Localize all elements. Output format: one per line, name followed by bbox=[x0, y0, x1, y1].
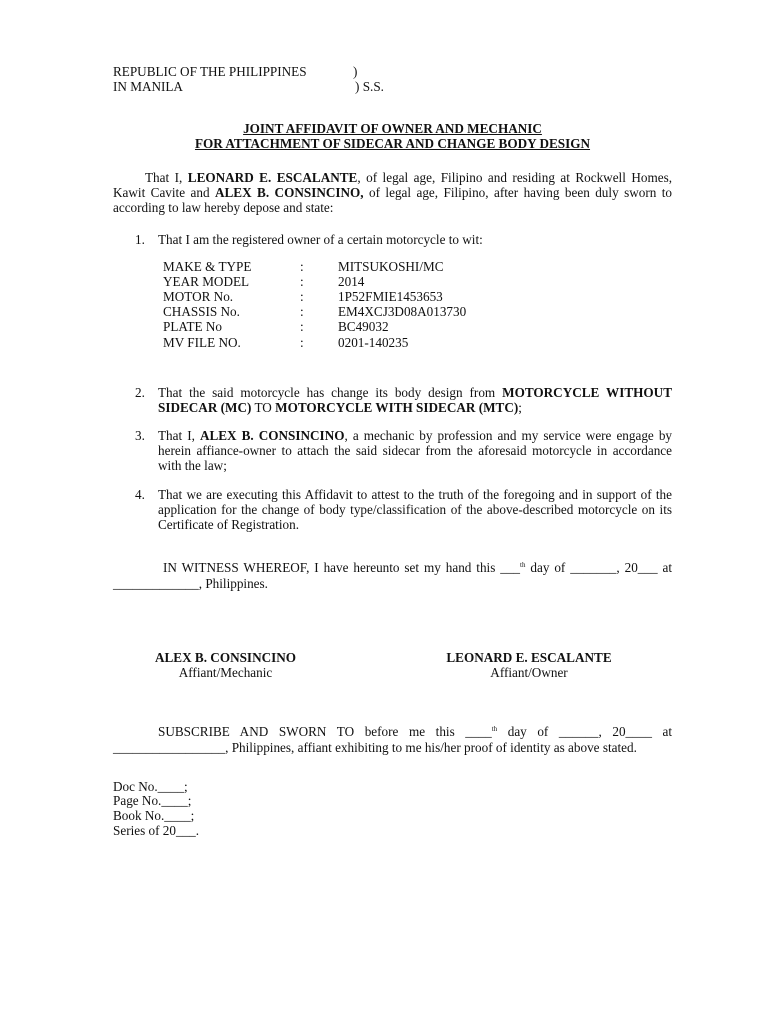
vehicle-row bbox=[163, 259, 466, 274]
signatory-role: Affiant/Owner bbox=[490, 664, 568, 680]
vehicle-label: CHASSIS No. bbox=[163, 304, 240, 320]
vehicle-value: 2014 bbox=[338, 273, 365, 289]
intro-text-1: That I, bbox=[145, 170, 188, 186]
body-design-to: MOTORCYCLE WITH SIDECAR (MTC) bbox=[275, 399, 519, 415]
vehicle-row bbox=[163, 274, 466, 289]
ordinal-suffix: th bbox=[520, 561, 526, 570]
signature-block bbox=[113, 650, 672, 684]
vehicle-separator: : bbox=[300, 319, 304, 335]
vehicle-separator: : bbox=[300, 304, 304, 320]
intro-text-2: , of legal age, Filipino and residing at Rockwell Homes, Kawit Cavite and bbox=[113, 170, 673, 201]
vehicle-value: 0201-140235 bbox=[338, 334, 409, 350]
notarial-register bbox=[113, 780, 672, 840]
venue-caption bbox=[113, 64, 672, 94]
affidavit-page bbox=[113, 64, 672, 839]
signatory-mechanic bbox=[113, 650, 338, 680]
statement-text: , a mechanic by profession and my service were engage by herein affiance-owner to attach the said sidecar from the aforesaid motorcycle in accordance with the law; bbox=[158, 428, 673, 474]
ordinal-suffix: th bbox=[491, 724, 498, 733]
vehicle-label: MAKE & TYPE bbox=[163, 258, 252, 274]
page-number: Page No.____; bbox=[113, 793, 192, 809]
witness-text-1: IN WITNESS WHEREOF, I have hereunto set my hand this ___ bbox=[163, 560, 521, 576]
document-title bbox=[113, 122, 672, 151]
statement-number: 4. bbox=[135, 486, 145, 502]
body-design-from: MOTORCYCLE WITHOUT SIDECAR (MC) bbox=[158, 384, 672, 415]
vehicle-value: 1P52FMIE1453653 bbox=[338, 289, 443, 305]
vehicle-separator: : bbox=[300, 334, 304, 350]
jurat-text-2: day of ______, 20____ at _________________, Philippines, affiant exhibiting to me his/her proof of identity as above stated. bbox=[113, 723, 673, 755]
vehicle-label: YEAR MODEL bbox=[163, 273, 250, 289]
statement-2 bbox=[113, 385, 672, 415]
intro-text-3: of legal age, Filipino, after having been duly sworn to according to law hereby depose and state: bbox=[113, 185, 672, 216]
caption-mark-1: ) bbox=[353, 64, 358, 79]
signatory-name: ALEX B. CONSINCINO bbox=[154, 649, 297, 665]
jurat-text-1: SUBSCRIBE AND SWORN TO before me this ____ bbox=[158, 723, 492, 739]
vehicle-value: BC49032 bbox=[338, 319, 389, 335]
vehicle-separator: : bbox=[300, 273, 304, 289]
caption-city: IN MANILA bbox=[113, 79, 183, 94]
statement-text: That the said motorcycle has change its body design from bbox=[158, 384, 503, 400]
statement-3 bbox=[113, 428, 672, 474]
vehicle-value: EM4XCJ3D08A013730 bbox=[338, 304, 467, 320]
statement-text: That I am the registered owner of a certain motorcycle to wit: bbox=[158, 231, 483, 247]
mechanic-name: ALEX B. CONSINCINO bbox=[199, 428, 345, 444]
vehicle-row bbox=[163, 304, 466, 319]
doc-number: Doc No.____; bbox=[113, 778, 188, 794]
mechanic-name: ALEX B. CONSINCINO, bbox=[214, 185, 364, 201]
witness-text-2: day of _______, 20___ at _____________, Philippines. bbox=[113, 560, 672, 591]
statement-number: 1. bbox=[135, 231, 145, 247]
vehicle-label: MV FILE NO. bbox=[163, 334, 241, 350]
statement-text: That we are executing this Affidavit to attest to the truth of the foregoing and in support of the application for the change of body type/classification of the above-described motorcycle on its Certificate of Registration. bbox=[158, 486, 672, 532]
caption-republic: REPUBLIC OF THE PHILIPPINES bbox=[113, 64, 307, 79]
book-number: Book No.____; bbox=[113, 808, 195, 824]
series-year: Series of 20___. bbox=[113, 823, 200, 839]
signatory-name: LEONARD E. ESCALANTE bbox=[446, 649, 612, 665]
vehicle-label: MOTOR No. bbox=[163, 289, 234, 305]
statement-1 bbox=[113, 232, 672, 247]
vehicle-details-table bbox=[163, 259, 466, 350]
jurat-clause bbox=[113, 724, 672, 756]
title-line-1: JOINT AFFIDAVIT OF OWNER AND MECHANIC bbox=[243, 121, 542, 136]
owner-name: LEONARD E. ESCALANTE bbox=[187, 170, 358, 186]
vehicle-separator: : bbox=[300, 258, 304, 274]
statement-text: That I, bbox=[158, 428, 200, 444]
vehicle-label: PLATE No bbox=[163, 319, 222, 335]
vehicle-row bbox=[163, 319, 466, 334]
intro-paragraph bbox=[113, 170, 672, 216]
statement-number: 3. bbox=[135, 428, 145, 444]
statement-4 bbox=[113, 487, 672, 533]
signatory-role: Affiant/Mechanic bbox=[178, 664, 273, 680]
caption-mark-2: ) S.S. bbox=[355, 79, 384, 94]
vehicle-separator: : bbox=[300, 289, 304, 305]
title-line-2: FOR ATTACHMENT OF SIDECAR AND CHANGE BODY DESIGN bbox=[194, 135, 591, 151]
signatory-owner bbox=[413, 650, 645, 680]
vehicle-row bbox=[163, 289, 466, 304]
vehicle-row bbox=[163, 335, 466, 350]
witness-clause bbox=[113, 560, 672, 592]
statement-text: ; bbox=[518, 399, 522, 415]
statement-number: 2. bbox=[135, 384, 145, 400]
statement-text: TO bbox=[251, 399, 276, 415]
vehicle-value: MITSUKOSHI/MC bbox=[338, 258, 444, 274]
